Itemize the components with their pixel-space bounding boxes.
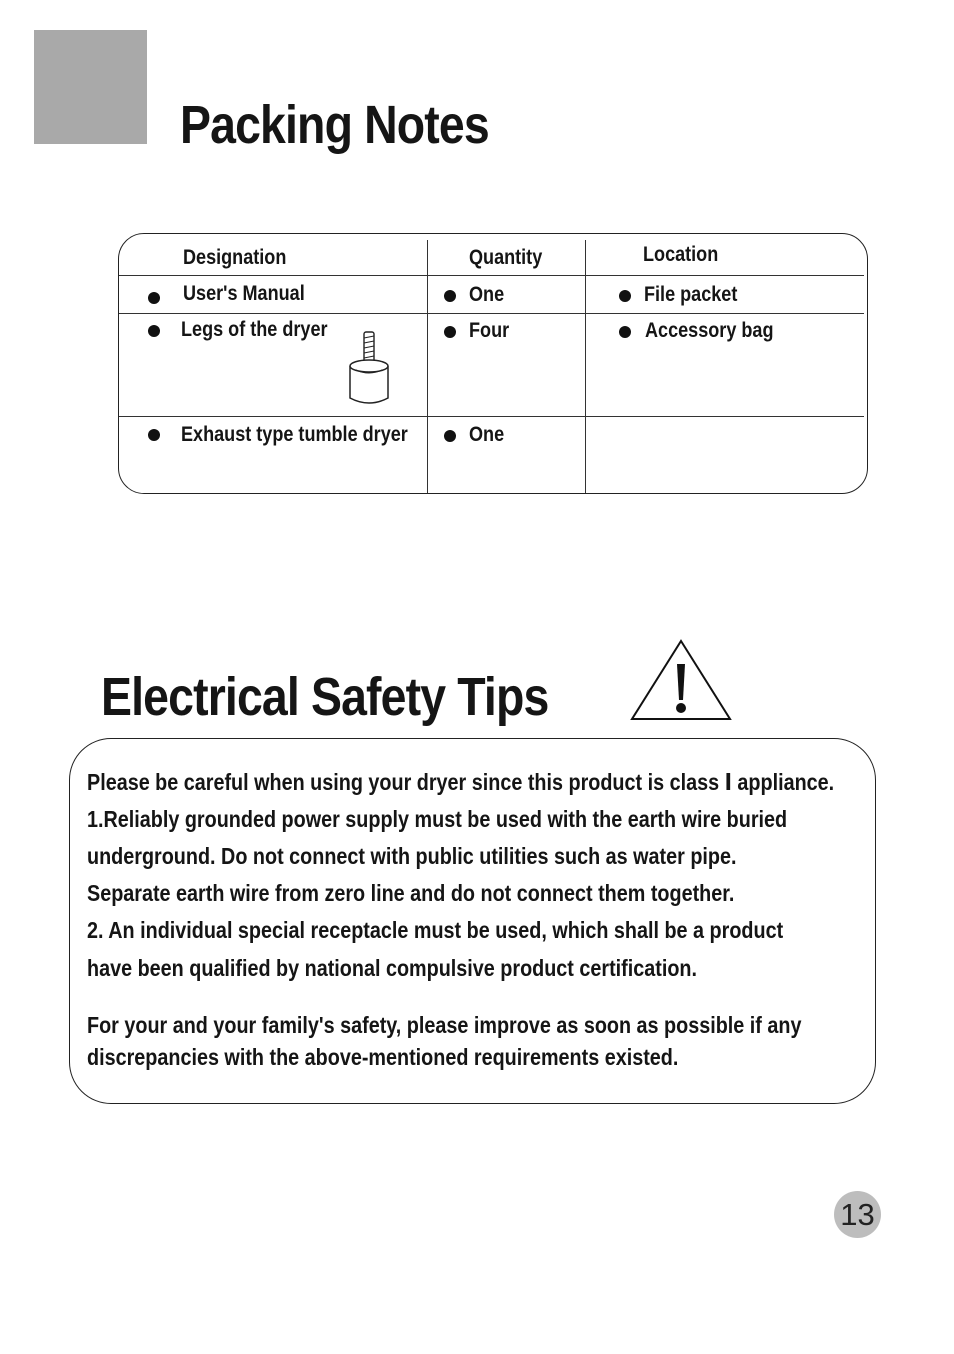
row-designation: User's Manual	[183, 282, 305, 305]
safety-line: have been qualified by national compulsive product certification.	[87, 955, 698, 981]
row-location: Accessory bag	[645, 319, 774, 342]
header-location: Location	[643, 243, 719, 266]
electrical-safety-title: Electrical Safety Tips	[101, 667, 549, 727]
table-rule	[119, 313, 864, 314]
safety-line: 2. An individual special receptacle must be used, which shall be a product	[87, 917, 784, 943]
warning-triangle-icon	[630, 638, 732, 722]
decorative-grey-square	[34, 30, 147, 144]
header-designation: Designation	[183, 246, 287, 269]
bullet-icon	[444, 290, 456, 302]
row-quantity: Four	[469, 319, 510, 342]
safety-intro-line: Please be careful when using your dryer since this product is class Ⅰ appliance.	[87, 769, 835, 795]
bullet-icon	[619, 290, 631, 302]
table-divider	[427, 240, 428, 493]
row-location: File packet	[644, 283, 738, 306]
table-rule	[119, 275, 864, 276]
page-number-badge: 13	[834, 1191, 881, 1238]
safety-line: Separate earth wire from zero line and do not connect them together.	[87, 880, 735, 906]
packing-table	[118, 233, 868, 494]
header-quantity: Quantity	[469, 246, 543, 269]
safety-line: 1.Reliably grounded power supply must be used with the earth wire buried	[87, 806, 788, 832]
bullet-icon	[619, 326, 631, 338]
row-designation: Exhaust type tumble dryer	[181, 423, 408, 446]
row-designation: Legs of the dryer	[181, 318, 328, 341]
table-rule	[119, 416, 864, 417]
row-quantity: One	[469, 283, 505, 306]
bullet-icon	[148, 429, 160, 441]
bullet-icon	[148, 325, 160, 337]
table-divider	[585, 240, 586, 493]
dryer-leg-icon	[347, 330, 393, 406]
safety-closing-line: For your and your family's safety, please improve as soon as possible if any	[87, 1012, 802, 1038]
safety-line: underground. Do not connect with public utilities such as water pipe.	[87, 843, 737, 869]
packing-notes-title: Packing Notes	[180, 95, 489, 155]
bullet-icon	[444, 430, 456, 442]
row-quantity: One	[469, 423, 505, 446]
safety-closing-line: discrepancies with the above-mentioned requirements existed.	[87, 1044, 679, 1070]
bullet-icon	[148, 292, 160, 304]
bullet-icon	[444, 326, 456, 338]
